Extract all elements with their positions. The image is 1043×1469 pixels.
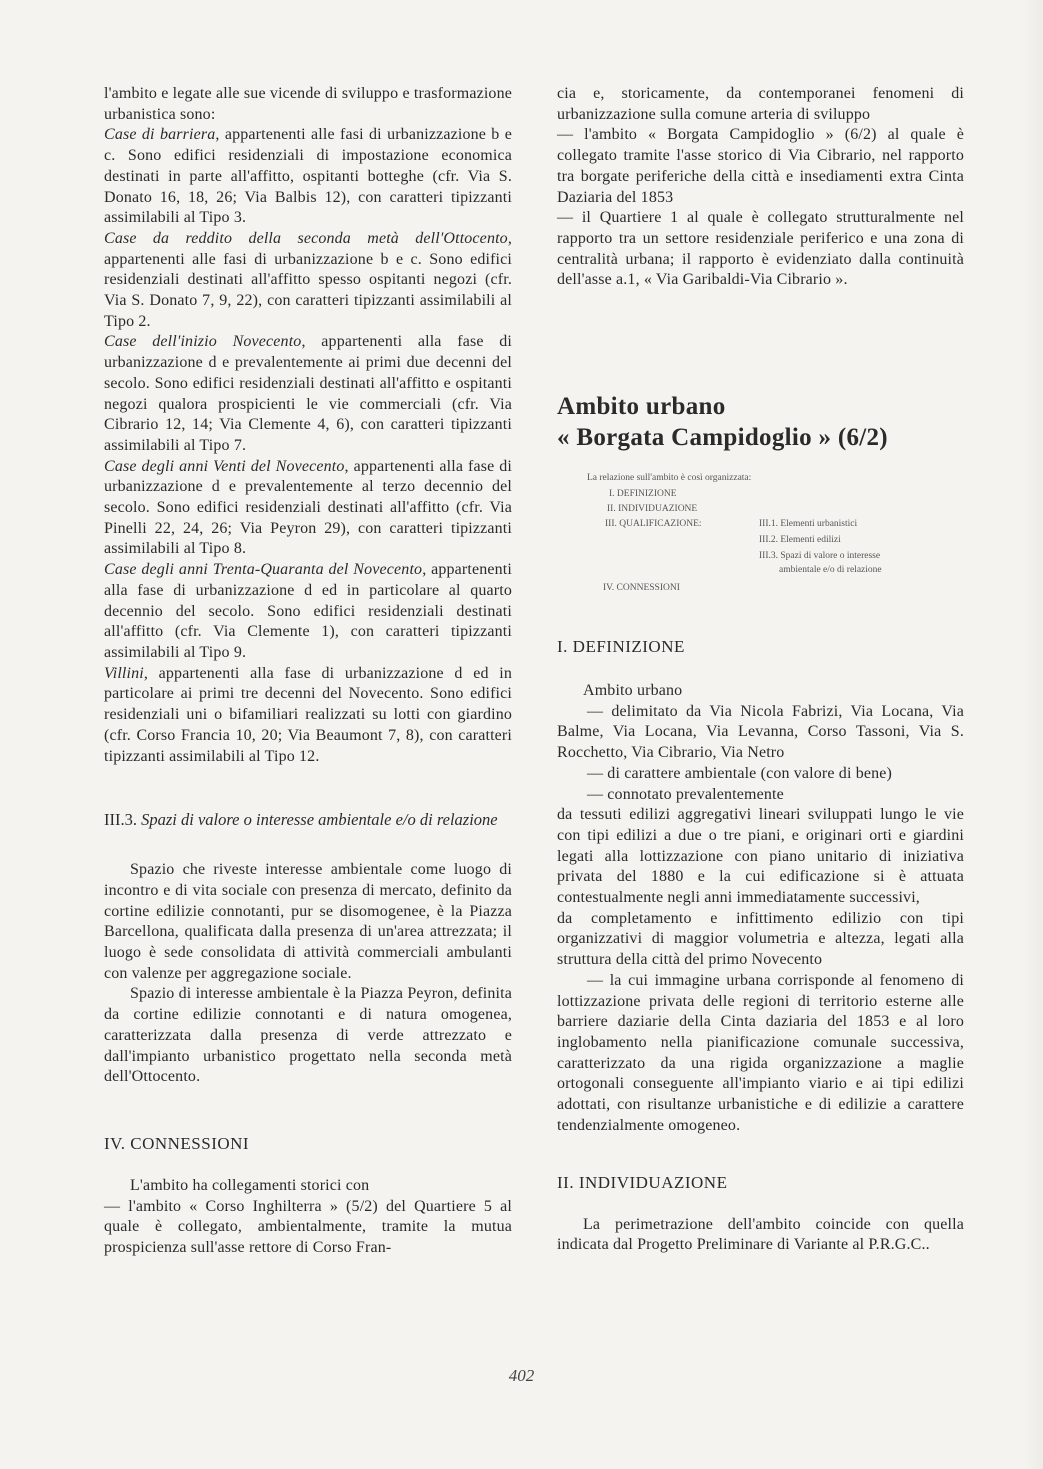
page-edge-shadow: [1025, 0, 1043, 1469]
continuation-paragraph-3: — il Quartiere 1 al quale è collegato strutturalmente nel rapporto tra un settore residenziale periferico e una zona di centralità urbana; il rapporto è evidenziato dalla continuità dell'asse a.1, « Via Garibaldi-Via Cibrario ».: [557, 209, 964, 289]
list-item: Case di barriera, appartenenti alle fasi di urbanizzazione b e c. Sono edifici residenziali di impostazione economica destinati in parte all'affitto, ospitanti botteghe (cfr. Via S. Donato 16, 18, 26; Via Balbis 12), con caratteri tipizzanti assimilabili al Tipo 3.: [104, 126, 513, 227]
list-item: Case dell'inizio Novecento, appartenenti alla fase di urbanizzazione d e prevalentemente ai primi due decenni del secolo. Sono edifici residenziali destinati all'affitto e ospitanti negozi qualora prospicienti le vie commerciali (cfr. Via Cibrario 12, 14; Via Clemente 4, 6), con caratteri tipizzanti assimilabili al Tipo 7.: [104, 333, 513, 454]
list-item: Villini, appartenenti alla fase di urbanizzazione d ed in particolare ai primi tre decenni del Novecento. Sono edifici residenziali uni o bifamiliari realizzati su lotti con giardino (cfr. Corso Francia 10, 20; Via Beaumont 7, 8), con caratteri tipizzanti assimilabili al Tipo 12.: [104, 664, 512, 765]
right-column: [557, 84, 964, 1256]
toc-item: III.3. Spazi di valore o interesse: [759, 551, 881, 562]
definizione-heading: I. DEFINIZIONE: [557, 637, 685, 657]
individuazione-heading: II. INDIVIDUAZIONE: [557, 1172, 728, 1192]
toc-item: ambientale e/o di relazione: [779, 565, 882, 576]
toc-item: III.2. Elementi edilizi: [759, 535, 841, 546]
page-number: 402: [508, 1366, 535, 1385]
table-of-contents: [557, 471, 964, 601]
page-title: Ambito urbano « Borgata Campidoglio » (6/2): [557, 393, 888, 452]
section-iii3-paragraph-1: Spazio che riveste interesse ambientale come luogo di incontro e di vita sociale con presenza di mercato, definito da cortine edilizie connotanti, pur se disomogenee, è la Piazza Barcellona, qualificata dalla presenza di un'area attrezzata; il luogo è sede consolidata di attività commerciali ambulanti con valenze per aggregazione sociale.: [104, 861, 512, 982]
individuazione-text: La perimetrazione dell'ambito coincide con quella indicata dal Progetto Preliminare di Variante al P.R.G.C..: [557, 1215, 964, 1254]
toc-item: III.1. Elementi urbanistici: [759, 519, 858, 530]
section-iv-heading: IV. CONNESSIONI: [104, 1133, 250, 1153]
definizione-text: — delimitato da Via Nicola Fabrizi, Via Locana, Via Balme, Via Locana, Via Levanna, Corso Tassoni, Via S. Rocchetto, Via Cibrario, Via Netro: [557, 702, 964, 762]
toc-item: II. INDIVIDUAZIONE: [607, 504, 698, 515]
toc-intro: La relazione sull'ambito è così organizzata:: [587, 473, 752, 484]
definizione-text: — connotato prevalentemente: [587, 785, 784, 803]
list-item: Case degli anni Trenta-Quaranta del Novecento, appartenenti alla fase di urbanizzazione d ed in particolare al quarto decennio del secolo. Sono edifici residenziali destinati all'affitto (cfr. Via Clemente 1), con caratteri tipizzanti assimilabili al Tipo 9.: [104, 561, 512, 661]
left-column: [104, 84, 512, 1259]
definizione-text: da tessuti edilizi aggregativi lineari sviluppati lungo le vie con tipi edilizi a due o tre piani, e originari orti e giardini legati alla lottizzazione con piano unitario di iniziativa privata del 1880 e la cui edificazione si è attuata contestualmente negli anni immediatamente successivi,: [557, 806, 964, 907]
definizione-text: Ambito urbano: [583, 682, 683, 700]
definizione-text: da completamento e infittimento edilizio con tipi organizzativi di maggior volumetria e altezza, legati alla struttura della città del primo Novecento: [557, 909, 964, 969]
toc-item: IV. CONNESSIONI: [603, 583, 680, 594]
continuation-paragraph-2: — l'ambito « Borgata Campidoglio » (6/2) al quale è collegato tramite l'asse storico di Via Cibrario, nel rapporto tra borgate periferiche della città e insediamenti extra Cinta Daziaria del 1853: [557, 126, 964, 206]
section-iii3-paragraph-2: Spazio di interesse ambientale è la Piazza Peyron, definita da cortine edilizie connotanti e di natura omogenea, caratterizzata dalla presenza di verde attrezzato e dall'impianto urbanistico progettato nella seconda metà dell'Ottocento.: [104, 985, 512, 1086]
definizione-text: — la cui immagine urbana corrisponde al fenomeno di lottizzazione privata delle regioni di territorio esterne alle barriere daziarie della Cinta daziaria del 1853 e al loro inglobamento nella pianificazione comunale successiva, caratterizzato da una rigida organizzazione a maglie ortogonali conseguente all'impianto viario e ai tipi edilizi adottati, con risultanze urbanistiche e di edilizie a carattere tendenzialmente omogeneo.: [557, 971, 964, 1134]
section-iv-paragraph-2: — l'ambito « Corso Inghilterra » (5/2) del Quartiere 5 al quale è collegato, ambientalmente, tramite la mutua prospicienza sull'asse rettore di Corso Fran-: [104, 1197, 512, 1257]
list-item: Case da reddito della seconda metà dell'Ottocento, appartenenti alle fasi di urbanizzazione b e c. Sono edifici residenziali destinati all'affitto spesso ospitanti negozi (cfr. Via S. Donato 7, 9, 22), con caratteri tipizzanti assimilabili al Tipo 2.: [104, 229, 512, 330]
list-item: Case degli anni Venti del Novecento, appartenenti alla fase di urbanizzazione d e prevalentemente al terzo decennio del secolo. Sono edifici residenziali destinati all'affitto (cfr. Via Pinelli 22, 24, 26; Via Peyron 29), con caratteri tipizzanti assimilabili al Tipo 8.: [104, 457, 512, 558]
section-iv-paragraph-1: L'ambito ha collegamenti storici con: [130, 1176, 370, 1194]
section-iii3-heading: III.3. Spazi di valore o interesse ambientale e/o di relazione: [104, 810, 498, 830]
toc-item: I. DEFINIZIONE: [609, 489, 677, 500]
intro-text: l'ambito e legate alle sue vicende di sviluppo e trasformazione urbanistica sono:: [104, 85, 512, 123]
toc-item: III. QUALIFICAZIONE:: [605, 519, 702, 530]
continuation-paragraph-1: cia e, storicamente, da contemporanei fenomeni di urbanizzazione sulla comune arteria di sviluppo: [557, 85, 964, 123]
definizione-text: — di carattere ambientale (con valore di bene): [587, 764, 892, 782]
